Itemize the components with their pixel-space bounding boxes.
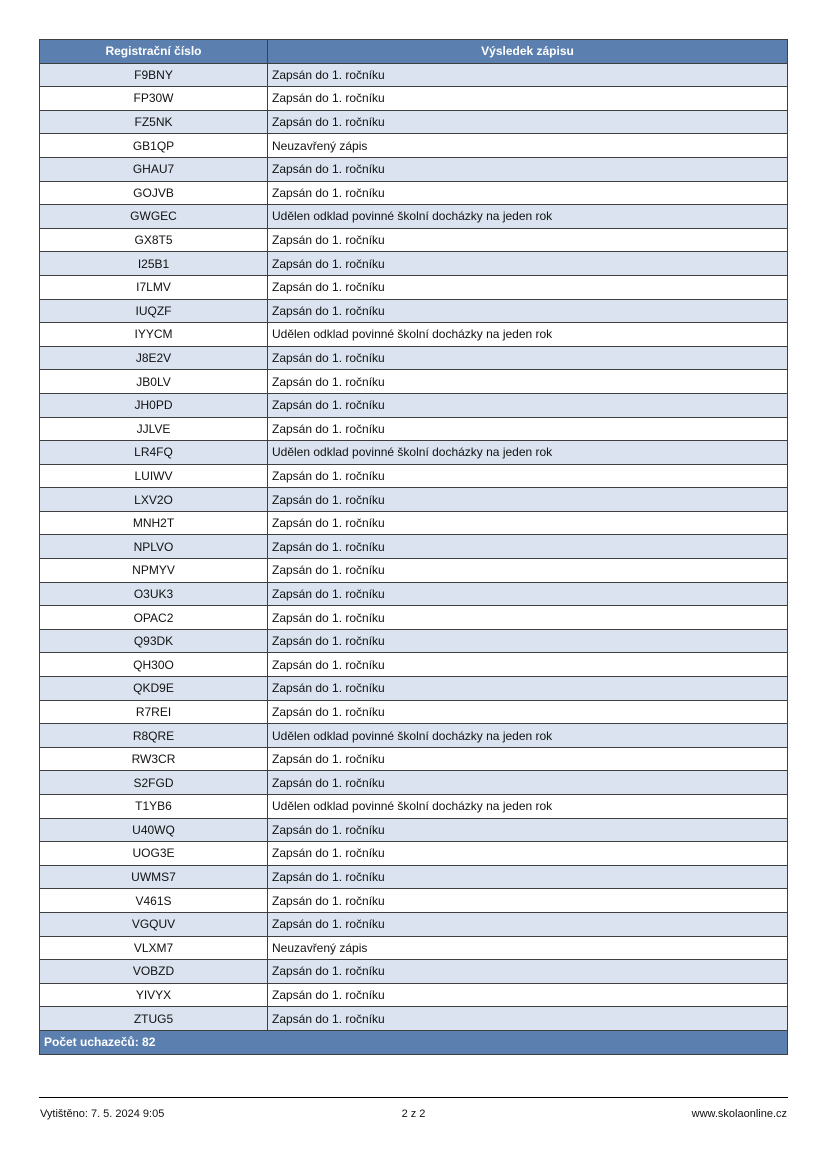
table-row	[40, 960, 788, 984]
table-row	[40, 275, 788, 299]
enrollment-result-cell: Zapsán do 1. ročníku	[268, 299, 788, 323]
printed-timestamp: Vytištěno: 7. 5. 2024 9:05	[40, 1108, 165, 1120]
table-row	[40, 606, 788, 630]
table-row	[40, 417, 788, 441]
table-row	[40, 582, 788, 606]
table-row	[40, 393, 788, 417]
registration-number-cell: LUIWV	[40, 464, 268, 488]
enrollment-result-cell: Udělen odklad povinné školní docházky na jeden rok	[268, 441, 788, 465]
enrollment-result-cell: Zapsán do 1. ročníku	[268, 842, 788, 866]
registration-number-cell: VGQUV	[40, 912, 268, 936]
enrollment-result-cell: Zapsán do 1. ročníku	[268, 181, 788, 205]
enrollment-result-cell: Zapsán do 1. ročníku	[268, 606, 788, 630]
enrollment-result-cell: Zapsán do 1. ročníku	[268, 559, 788, 583]
table-row	[40, 134, 788, 158]
table-row	[40, 157, 788, 181]
enrollment-result-cell: Zapsán do 1. ročníku	[268, 1007, 788, 1031]
registration-number-cell: GWGEC	[40, 205, 268, 229]
registration-number-cell: IUQZF	[40, 299, 268, 323]
registration-number-cell: UOG3E	[40, 842, 268, 866]
enrollment-result-cell: Zapsán do 1. ročníku	[268, 629, 788, 653]
enrollment-result-cell: Zapsán do 1. ročníku	[268, 346, 788, 370]
table-row	[40, 323, 788, 347]
table-row	[40, 629, 788, 653]
table-row	[40, 700, 788, 724]
enrollment-result-cell: Udělen odklad povinné školní docházky na jeden rok	[268, 323, 788, 347]
table-row	[40, 747, 788, 771]
registration-number-cell: ZTUG5	[40, 1007, 268, 1031]
enrollment-result-cell: Zapsán do 1. ročníku	[268, 818, 788, 842]
registration-number-cell: U40WQ	[40, 818, 268, 842]
enrollment-result-cell: Zapsán do 1. ročníku	[268, 960, 788, 984]
enrollment-result-cell: Udělen odklad povinné školní docházky na jeden rok	[268, 724, 788, 748]
enrollment-result-cell: Zapsán do 1. ročníku	[268, 511, 788, 535]
registration-number-cell: Q93DK	[40, 629, 268, 653]
registration-number-cell: JH0PD	[40, 393, 268, 417]
table-row	[40, 865, 788, 889]
enrollment-result-cell: Zapsán do 1. ročníku	[268, 677, 788, 701]
registration-number-cell: J8E2V	[40, 346, 268, 370]
table-row	[40, 370, 788, 394]
enrollment-result-cell: Zapsán do 1. ročníku	[268, 63, 788, 87]
table-row	[40, 771, 788, 795]
enrollment-result-cell: Neuzavřený zápis	[268, 134, 788, 158]
table-row	[40, 299, 788, 323]
footer-divider	[39, 1097, 788, 1098]
enrollment-result-cell: Neuzavřený zápis	[268, 936, 788, 960]
results-table	[39, 39, 788, 1055]
registration-number-cell: R8QRE	[40, 724, 268, 748]
registration-number-cell: T1YB6	[40, 795, 268, 819]
registration-number-cell: O3UK3	[40, 582, 268, 606]
table-row	[40, 936, 788, 960]
enrollment-result-cell: Zapsán do 1. ročníku	[268, 157, 788, 181]
registration-number-cell: MNH2T	[40, 511, 268, 535]
table-row	[40, 205, 788, 229]
registration-number-cell: UWMS7	[40, 865, 268, 889]
table-row	[40, 1007, 788, 1031]
table-row	[40, 110, 788, 134]
table-row	[40, 653, 788, 677]
registration-number-cell: FP30W	[40, 87, 268, 111]
enrollment-result-cell: Zapsán do 1. ročníku	[268, 417, 788, 441]
registration-number-cell: I25B1	[40, 252, 268, 276]
enrollment-result-cell: Zapsán do 1. ročníku	[268, 700, 788, 724]
registration-number-cell: R7REI	[40, 700, 268, 724]
enrollment-result-cell: Udělen odklad povinné školní docházky na jeden rok	[268, 205, 788, 229]
table-row	[40, 181, 788, 205]
registration-number-cell: GOJVB	[40, 181, 268, 205]
table-row	[40, 818, 788, 842]
registration-number-cell: IYYCM	[40, 323, 268, 347]
table-row	[40, 464, 788, 488]
registration-number-cell: QKD9E	[40, 677, 268, 701]
enrollment-result-cell: Zapsán do 1. ročníku	[268, 464, 788, 488]
enrollment-result-cell: Zapsán do 1. ročníku	[268, 889, 788, 913]
table-row	[40, 87, 788, 111]
registration-number-cell: RW3CR	[40, 747, 268, 771]
table-row	[40, 677, 788, 701]
enrollment-result-cell: Zapsán do 1. ročníku	[268, 488, 788, 512]
table-row	[40, 842, 788, 866]
table-header-row	[40, 40, 788, 64]
enrollment-result-cell: Zapsán do 1. ročníku	[268, 582, 788, 606]
header-enrollment-result: Výsledek zápisu	[268, 40, 788, 64]
registration-number-cell: NPLVO	[40, 535, 268, 559]
applicant-count: Počet uchazečů: 82	[40, 1030, 788, 1054]
table-row	[40, 488, 788, 512]
registration-number-cell: VOBZD	[40, 960, 268, 984]
registration-number-cell: GHAU7	[40, 157, 268, 181]
registration-number-cell: FZ5NK	[40, 110, 268, 134]
enrollment-result-cell: Zapsán do 1. ročníku	[268, 653, 788, 677]
table-row	[40, 889, 788, 913]
registration-number-cell: LXV2O	[40, 488, 268, 512]
enrollment-result-cell: Zapsán do 1. ročníku	[268, 865, 788, 889]
table-row	[40, 795, 788, 819]
registration-number-cell: JB0LV	[40, 370, 268, 394]
registration-number-cell: OPAC2	[40, 606, 268, 630]
enrollment-result-cell: Zapsán do 1. ročníku	[268, 252, 788, 276]
registration-number-cell: LR4FQ	[40, 441, 268, 465]
enrollment-result-cell: Zapsán do 1. ročníku	[268, 370, 788, 394]
table-row	[40, 511, 788, 535]
enrollment-result-cell: Zapsán do 1. ročníku	[268, 771, 788, 795]
registration-number-cell: YIVYX	[40, 983, 268, 1007]
enrollment-result-cell: Zapsán do 1. ročníku	[268, 535, 788, 559]
registration-number-cell: NPMYV	[40, 559, 268, 583]
header-registration-number: Registrační číslo	[40, 40, 268, 64]
enrollment-result-cell: Zapsán do 1. ročníku	[268, 275, 788, 299]
enrollment-result-cell: Zapsán do 1. ročníku	[268, 87, 788, 111]
table-row	[40, 252, 788, 276]
registration-number-cell: GX8T5	[40, 228, 268, 252]
table-row	[40, 559, 788, 583]
table-row	[40, 441, 788, 465]
enrollment-result-cell: Zapsán do 1. ročníku	[268, 110, 788, 134]
registration-number-cell: S2FGD	[40, 771, 268, 795]
summary-row	[40, 1030, 788, 1054]
registration-number-cell: JJLVE	[40, 417, 268, 441]
page-number: 2 z 2	[401, 1108, 426, 1120]
table-row	[40, 535, 788, 559]
enrollment-result-cell: Zapsán do 1. ročníku	[268, 747, 788, 771]
table-row	[40, 63, 788, 87]
enrollment-result-cell: Zapsán do 1. ročníku	[268, 228, 788, 252]
enrollment-result-cell: Zapsán do 1. ročníku	[268, 983, 788, 1007]
registration-number-cell: VLXM7	[40, 936, 268, 960]
enrollment-result-cell: Udělen odklad povinné školní docházky na jeden rok	[268, 795, 788, 819]
registration-number-cell: QH30O	[40, 653, 268, 677]
registration-number-cell: I7LMV	[40, 275, 268, 299]
enrollment-result-cell: Zapsán do 1. ročníku	[268, 393, 788, 417]
registration-number-cell: V461S	[40, 889, 268, 913]
table-row	[40, 983, 788, 1007]
table-row	[40, 228, 788, 252]
table-row	[40, 912, 788, 936]
website-url: www.skolaonline.cz	[691, 1108, 787, 1120]
table-row	[40, 724, 788, 748]
registration-number-cell: GB1QP	[40, 134, 268, 158]
enrollment-result-cell: Zapsán do 1. ročníku	[268, 912, 788, 936]
table-row	[40, 346, 788, 370]
registration-number-cell: F9BNY	[40, 63, 268, 87]
